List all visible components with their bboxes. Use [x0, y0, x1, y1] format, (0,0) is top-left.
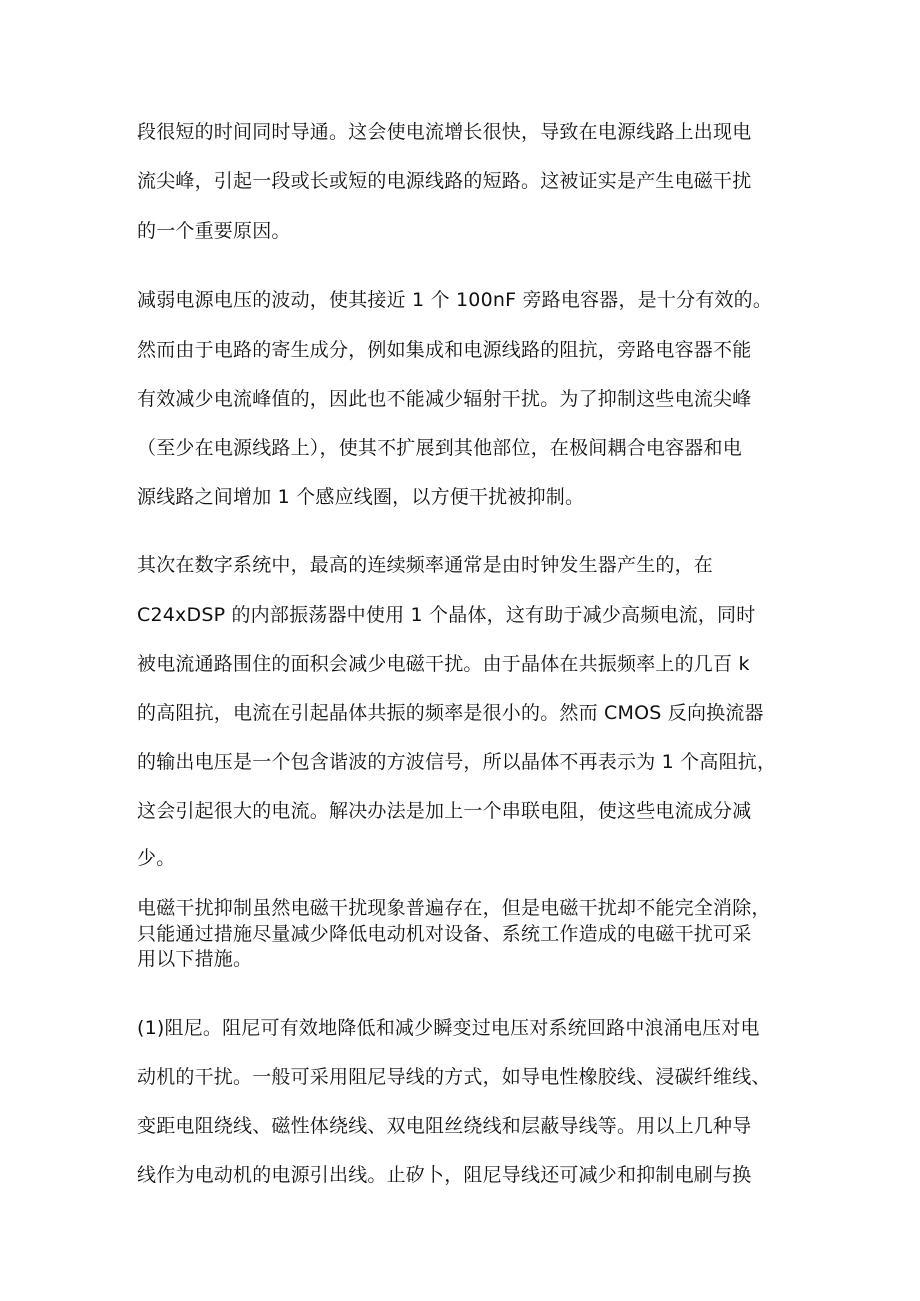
- text-line: 源线路之间增加 1 个感应线圈，以方便干扰被抑制。: [137, 486, 585, 508]
- text-line: 被电流通路围住的面积会减少电磁干扰。由于晶体在共振频率上的几百 k: [137, 653, 750, 675]
- text-line: 用以下措施。: [137, 948, 253, 970]
- text-line: C24xDSP 的内部振荡器中使用 1 个晶体，这有助于减少高频电流，同时: [137, 604, 756, 626]
- text-line: 段很短的时间同时导通。这会使电流增长很快，导致在电源线路上出现电: [137, 121, 752, 143]
- text-line: 流尖峰，引起一段或长或短的电源线路的短路。这被证实是产生电磁干扰: [137, 170, 752, 192]
- text-line: 的高阻抗，电流在引起晶体共振的频率是很小的。然而 CMOS 反向换流器: [137, 702, 764, 724]
- text-line: 的一个重要原因。: [137, 220, 291, 242]
- text-line: （至少在电源线路上），使其不扩展到其他部位，在极间耦合电容器和电: [137, 437, 742, 459]
- text-line: 有效减少电流峰值的，因此也不能减少辐射干扰。为了抑制这些电流尖峰: [137, 388, 752, 410]
- text-line: 线作为电动机的电源引出线。止矽卜，阻尼导线还可减少和抑制电刷与换: [137, 1164, 752, 1186]
- text-line: (1)阻尼。阻尼可有效地降低和减少瞬变过电压对系统回路中浪涌电压对电: [137, 1017, 760, 1039]
- text-line: 然而由于电路的寄生成分，例如集成和电源线路的阻抗，旁路电容器不能: [137, 339, 752, 361]
- text-line: 动机的干扰。一般可采用阻尼导线的方式，如导电性橡胶线、浸碳纤维线、: [137, 1066, 771, 1088]
- text-line: 的输出电压是一个包含谐波的方波信号，所以晶体不再表示为 1 个高阻抗，: [137, 751, 777, 773]
- text-line: 减弱电源电压的波动，使其接近 1 个 100nF 旁路电容器，是十分有效的。: [137, 289, 773, 311]
- text-line: 其次在数字系统中，最高的连续频率通常是由时钟发生器产生的，在: [137, 554, 714, 576]
- text-line: 只能通过措施尽量减少降低电动机对设备、系统工作造成的电磁干扰可采: [137, 923, 752, 945]
- text-line: 少。: [137, 847, 176, 869]
- text-line: 变距电阻绕线、磁性体绕线、双电阻丝绕线和层蔽导线等。用以上几种导: [137, 1115, 752, 1137]
- text-line: 电磁干扰抑制虽然电磁干扰现象普遍存在，但是电磁干扰却不能完全消除，: [137, 897, 771, 919]
- text-line: 这会引起很大的电流。解决办法是加上一个串联电阻，使这些电流成分减: [137, 800, 752, 822]
